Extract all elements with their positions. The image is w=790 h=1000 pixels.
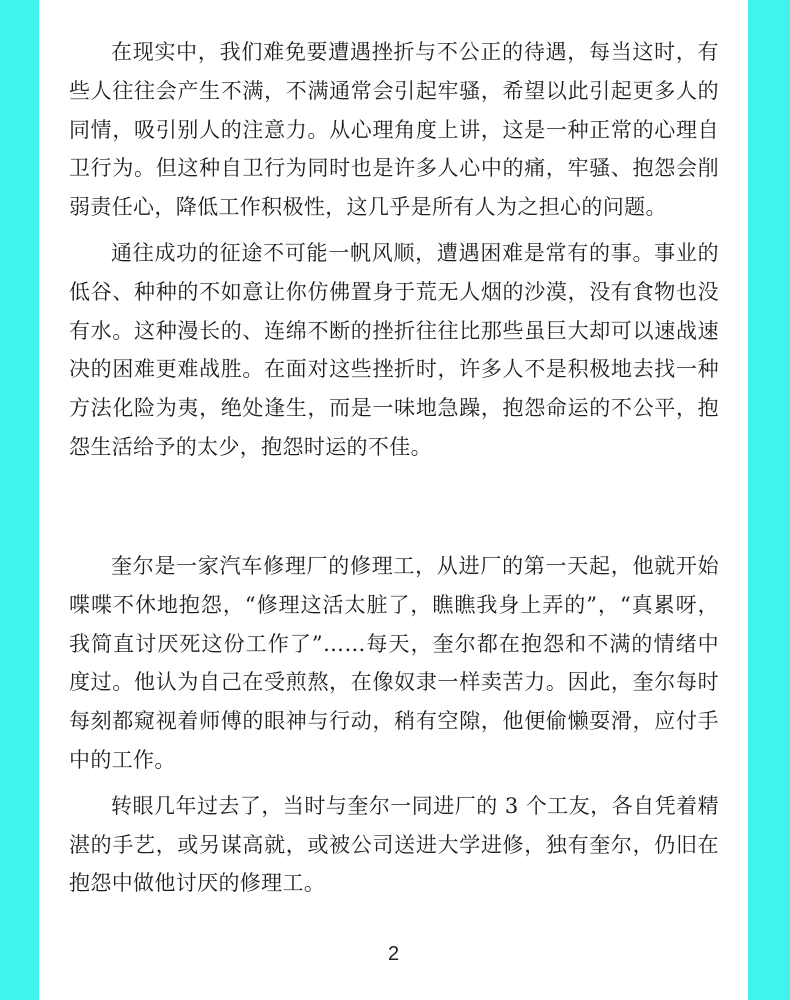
paragraph-4: 转眼几年过去了，当时与奎尔一同进厂的 3 个工友，各自凭着精湛的手艺，或另谋高就，或被公司送进大学进修，独有奎尔，仍旧在抱怨中做他讨厌的修理工。 bbox=[69, 793, 719, 896]
page-number: 2 bbox=[387, 943, 400, 965]
section-story bbox=[69, 547, 719, 903]
paragraph-3: 奎尔是一家汽车修理厂的修理工，从进厂的第一天起，他就开始喋喋不休地抱怨，“修理这活太脏了，瞧瞧我身上弄的”，“真累呀，我简直讨厌死这份工作了”……每天，奎尔都在抱怨和不满的情绪中度过。他认为自己在受煎熬，在像奴隶一样卖苦力。因此，奎尔每时每刻都窥视着师傅的眼神与行动，稍有空隙，他便偷懒耍滑，应付手中的工作。 bbox=[69, 554, 719, 772]
section-intro bbox=[69, 33, 719, 467]
document-page bbox=[39, 0, 748, 1000]
paragraph-2: 通往成功的征途不可能一帆风顺，遭遇困难是常有的事。事业的低谷、种种的不如意让你仿佛置身于荒无人烟的沙漠，没有食物也没有水。这种漫长的、连绵不断的挫折往往比那些虽巨大却可以速战速决的困难更难战胜。在面对这些挫折时，许多人不是积极地去找一种方法化险为夷，绝处逢生，而是一味地急躁，抱怨命运的不公平，抱怨生活给予的太少，抱怨时运的不佳。 bbox=[69, 240, 719, 459]
paragraph-1: 在现实中，我们难免要遭遇挫折与不公正的待遇，每当这时，有些人往往会产生不满，不满通常会引起牢骚，希望以此引起更多人的同情，吸引别人的注意力。从心理角度上讲，这是一种正常的心理自卫行为。但这种自卫行为同时也是许多人心中的痛，牢骚、抱怨会削弱责任心，降低工作积极性，这几乎是所有人为之担心的问题。 bbox=[69, 40, 719, 220]
